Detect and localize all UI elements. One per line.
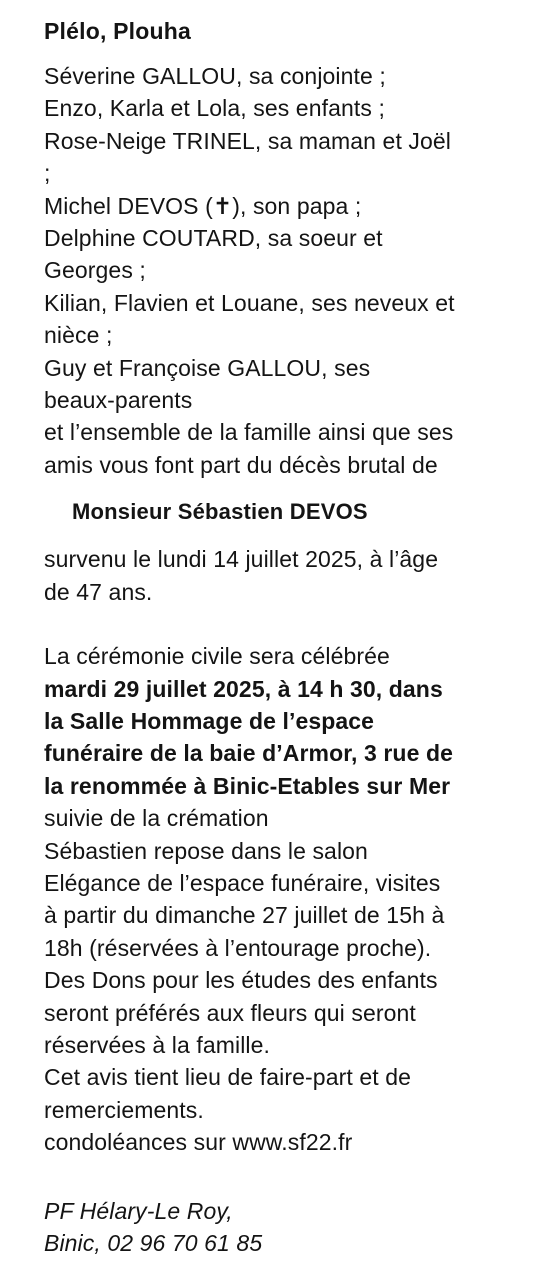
father-text-after: ), son papa ; <box>232 192 362 219</box>
info-line: seront préférés aux fleurs qui seront <box>44 999 416 1026</box>
spacer <box>44 1159 534 1195</box>
death-line: survenu le lundi 14 juillet 2025, à l’âge <box>44 546 439 573</box>
info-line: suivie de la crémation <box>44 805 269 832</box>
ceremony-details <box>44 640 534 1159</box>
ceremony-intro: La cérémonie civile sera célébrée <box>44 643 390 670</box>
funeral-home-signature <box>44 1195 534 1260</box>
info-line: réservées à la famille. <box>44 1031 270 1058</box>
info-line: Sébastien repose dans le salon <box>44 837 368 864</box>
funeral-home-contact: Binic, 02 96 70 61 85 <box>44 1230 263 1256</box>
family-line: Séverine GALLOU, sa conjointe ; <box>44 63 386 89</box>
ceremony-bold-line: mardi 29 juillet 2025, à 14 h 30, dans <box>44 675 443 702</box>
family-line: beaux-parents <box>44 387 193 414</box>
family-line: nièce ; <box>44 322 113 349</box>
family-line: amis vous font part du décès brutal de <box>44 451 438 478</box>
family-line: Kilian, Flavien et Louane, ses neveux et <box>44 289 455 316</box>
spacer <box>44 608 534 640</box>
family-line: et l’ensemble de la famille ainsi que ses <box>44 419 454 446</box>
ceremony-bold-line: funéraire de la baie d’Armor, 3 rue de <box>44 740 453 767</box>
family-line: ; <box>44 160 51 187</box>
family-line: Delphine COUTARD, sa soeur et <box>44 225 383 252</box>
family-list <box>44 60 534 481</box>
ceremony-bold-line: la Salle Hommage de l’espace <box>44 707 375 734</box>
family-line: Rose-Neige TRINEL, sa maman et Joël <box>44 127 452 154</box>
father-text-before: Michel DEVOS ( <box>44 192 213 219</box>
location-heading: Plélo, Plouha <box>44 18 192 44</box>
death-details <box>44 543 534 608</box>
ceremony-bold-line: la renommée à Binic-Etables sur Mer <box>44 772 451 799</box>
father-line <box>44 190 534 222</box>
deceased-name: Monsieur Sébastien DEVOS <box>72 499 368 525</box>
info-line: Cet avis tient lieu de faire-part et de <box>44 1064 411 1091</box>
family-line: Georges ; <box>44 257 146 284</box>
family-line: Guy et Françoise GALLOU, ses <box>44 354 371 381</box>
obituary-notice <box>44 14 534 1259</box>
info-line: Elégance de l’espace funéraire, visites <box>44 869 441 896</box>
funeral-home-name: PF Hélary-Le Roy, <box>44 1197 233 1224</box>
death-line: de 47 ans. <box>44 578 153 605</box>
info-line: Des Dons pour les études des enfants <box>44 967 438 994</box>
family-line: Enzo, Karla et Lola, ses enfants ; <box>44 95 385 122</box>
condolences-line: condoléances sur www.sf22.fr <box>44 1129 353 1156</box>
cross-icon: ✝ <box>212 192 233 219</box>
info-line: 18h (réservées à l’entourage proche). <box>44 934 432 961</box>
info-line: remerciements. <box>44 1096 204 1123</box>
info-line: à partir du dimanche 27 juillet de 15h à <box>44 902 445 929</box>
